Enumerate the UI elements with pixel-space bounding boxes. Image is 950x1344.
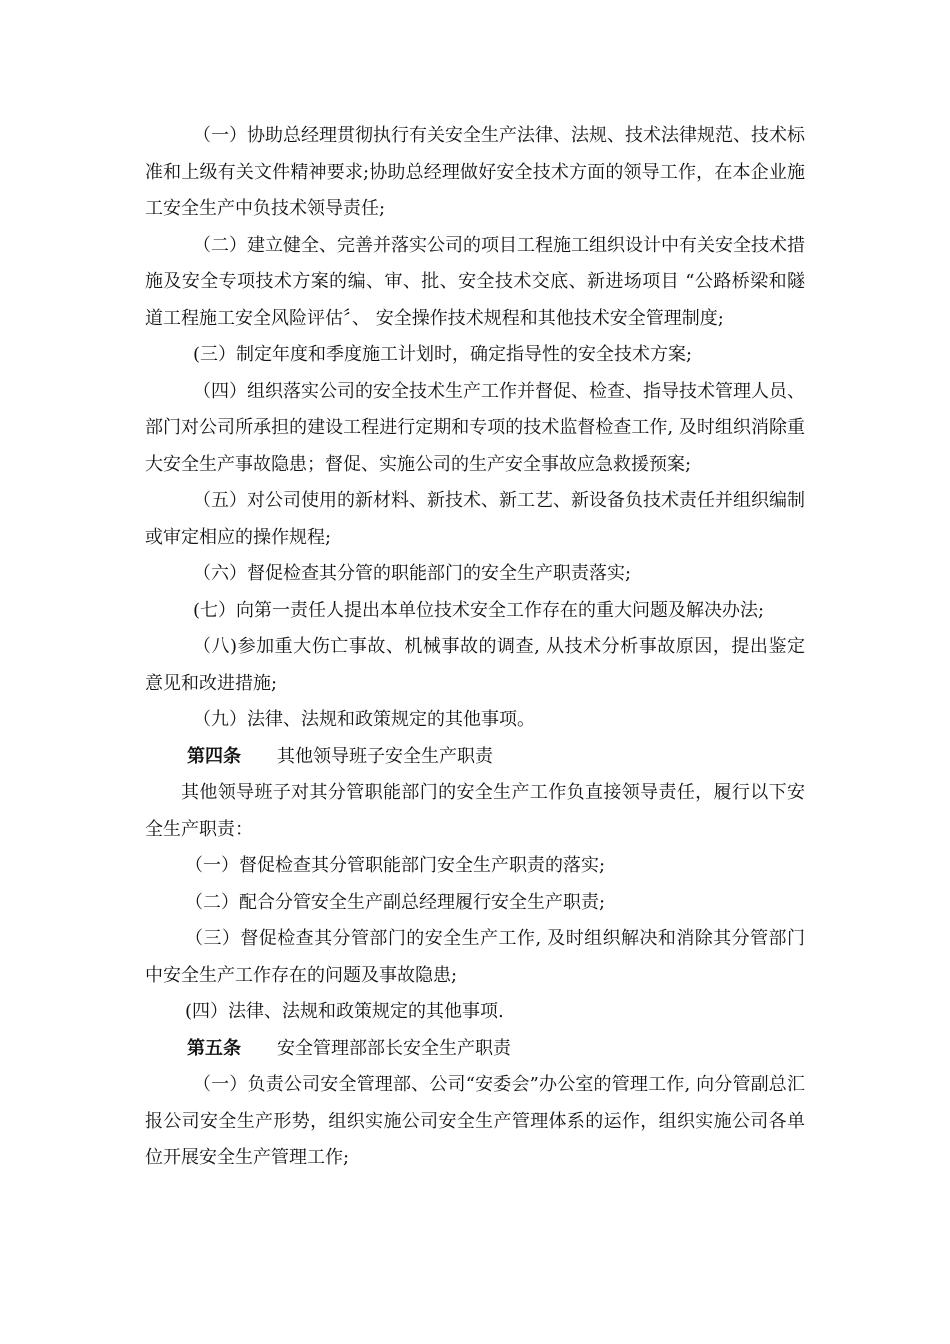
paragraph-item-3: (三）制定年度和季度施工计划时，确定指导性的安全技术方案; — [193, 344, 693, 365]
article-4-item-1: （一）督促检查其分管职能部门安全生产职责的落实; — [185, 855, 606, 876]
article-5-title: 安全管理部部长安全生产职责 — [277, 1037, 511, 1059]
article-5-label: 第五条 — [187, 1037, 241, 1059]
article-4-item-2: （二）配合分管安全生产副总经理履行安全生产职责; — [185, 891, 606, 913]
paragraph-item-9: （九）法律、法规和政策规定的其他事项。 — [193, 709, 535, 730]
article-4-title: 其他领导班子安全生产职责 — [277, 745, 493, 767]
article-4-item-3: （三）督促检查其分管部门的安全生产工作, 及时组织解决和消除其分管部门中安全生产工作存在的问题及事故隐患; — [145, 928, 805, 986]
article-4-item-4: (四）法律、法规和政策规定的其他事项. — [185, 1001, 504, 1022]
paragraph-item-4: （四）组织落实公司的安全技术生产工作并督促、检查、指导技术管理人员、部门对公司所承担的建设工程进行定期和专项的技术监督检查工作, 及时组织消除重大安全生产事故隐患；督促、实施公司的生产安全事故应急救援预案; — [145, 380, 805, 475]
paragraph-item-1: （一）协助总经理贯彻执行有关安全生产法律、法规、技术法律规范、技术标准和上级有关文件精神要求;协助总经理做好安全技术方面的领导工作，在本企业施工安全生产中负技术领导责任; — [145, 125, 805, 219]
article-4-intro: 其他领导班子对其分管职能部门的安全生产工作负直接领导责任，履行以下安全生产职责： — [145, 782, 805, 840]
paragraph-item-6: （六）督促检查其分管的职能部门的安全生产职责落实; — [193, 563, 632, 584]
paragraph-item-8: （八)参加重大伤亡事故、机械事故的调查, 从技术分析事故原因，提出鉴定意见和改进措施; — [145, 636, 805, 694]
article-5-heading — [145, 1031, 805, 1068]
document-body — [145, 118, 805, 1177]
article-4-label: 第四条 — [187, 745, 241, 767]
article-5-item-1: （一）负责公司安全管理部、公司“安委会”办公室的管理工作, 向分管副总汇报公司安全生产形势，组织实施公司安全生产管理体系的运作，组织实施公司各单位开展安全生产管理工作; — [145, 1074, 805, 1168]
article-4-heading — [145, 739, 805, 776]
paragraph-item-2: （二）建立健全、完善并落实公司的项目工程施工组织设计中有关安全技术措施及安全专项技术方案的编、审、批、安全技术交底、新进场项目 “公路桥梁和隧道工程施工安全风险评估〞、 安全操作技术规程和其他技术安全管理制度; — [145, 234, 805, 329]
paragraph-item-5: （五）对公司使用的新材料、新技术、新工艺、新设备负技术责任并组织编制或审定相应的操作规程; — [145, 490, 805, 548]
paragraph-item-7: (七）向第一责任人提出本单位技术安全工作存在的重大问题及解决办法; — [193, 599, 765, 621]
